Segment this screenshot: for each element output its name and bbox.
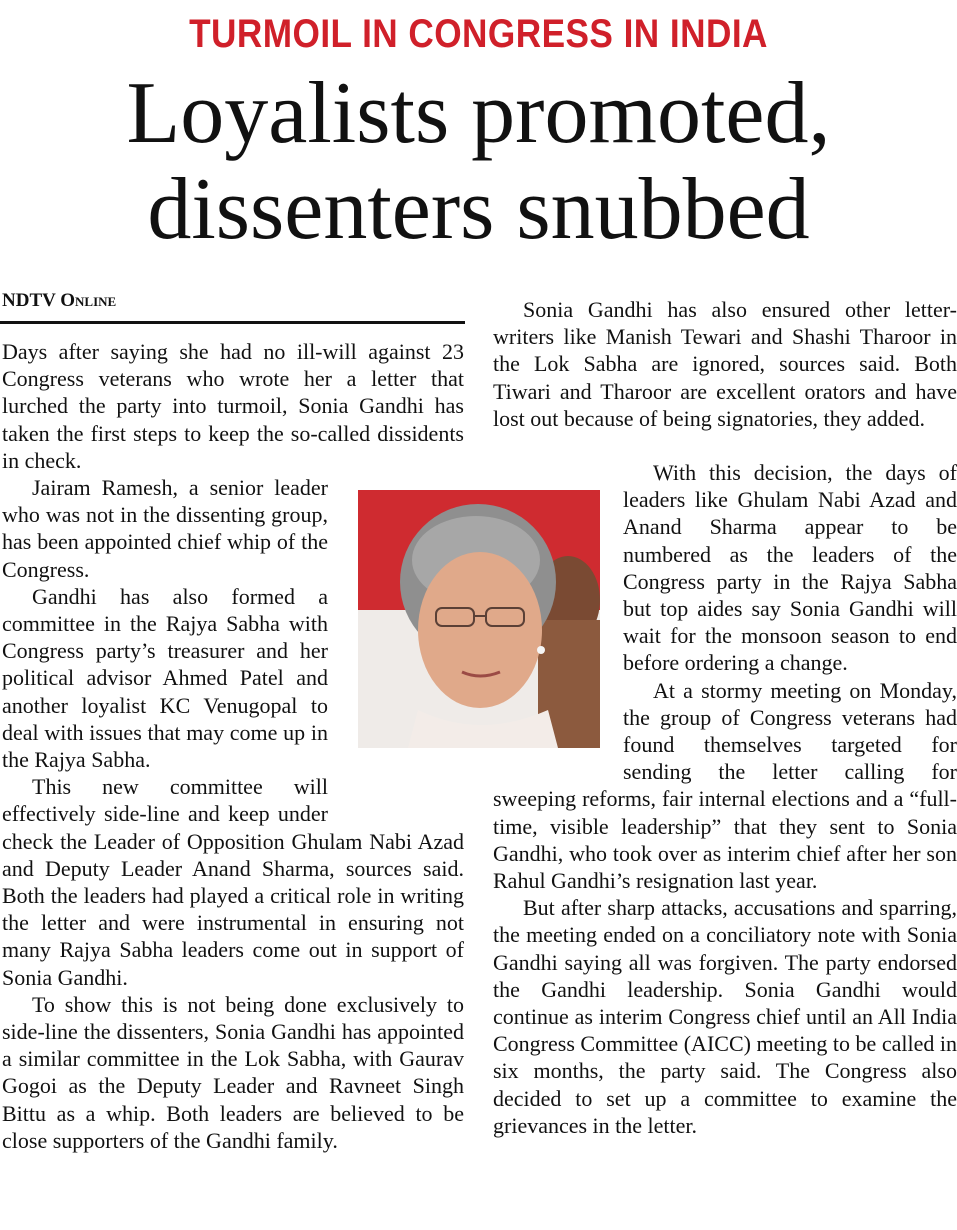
- headline-line-2: dissenters snubbed: [147, 161, 810, 258]
- paragraph: Sonia Gandhi has also ensured other letter-writers like Manish Tewari and Shashi Tharoor in the Lok Sabha are ignored, sources said. Both Tiwari and Tharoor are excellent orators and have lost out because of being signatories, they added.: [493, 297, 957, 431]
- headline: [0, 66, 957, 258]
- left-column: [2, 338, 464, 1154]
- paragraph: Jairam Ramesh, a senior leader who was not in the dissenting group, has been appointed chief whip of the Congress.: [2, 475, 328, 582]
- paragraph: Days after saying she had no ill-will against 23 Congress veterans who wrote her a letter that lurched the party into turmoil, Sonia Gandhi has taken the first steps to keep the so-called dissidents in check.: [2, 339, 464, 473]
- byline-divider: [0, 321, 465, 324]
- paragraph: This new committee will effectively side-line and keep under check the Leader of Opposition Ghulam Nabi Azad and Deputy Leader Anand Sharma, sources said. Both the leaders had played a critical role in writing the letter and were instrumental in ensuring not many Rajya Sabha leaders come out in support of Sonia Gandhi.: [2, 774, 464, 990]
- paragraph: At a stormy meeting on Monday, the group of Congress veterans had found themselves targeted for sending the letter calling for sweeping reforms, fair internal elections and a “full-time, visible leadership” that they sent to Sonia Gandhi, who took over as interim chief after her son Rahul Gandhi’s resignation last year.: [493, 677, 957, 894]
- paragraph: With this decision, the days of leaders like Ghulam Nabi Azad and Anand Sharma appear to be numbered as the leaders of the Congress party in the Rajya Sabha but top aides say Sonia Gandhi will wait for the monsoon season to end before ordering a change.: [623, 460, 957, 676]
- paragraph: To show this is not being done exclusively to side-line the dissenters, Sonia Gandhi has appointed a similar committee in the Lok Sabha, with Gaurav Gogoi as the Deputy Leader and Ravneet Singh Bittu as a whip. Both leaders are believed to be close supporters of the Gandhi family.: [2, 991, 464, 1153]
- section-kicker: TURMOIL IN CONGRESS IN INDIA: [189, 12, 768, 56]
- byline: NDTV Online: [2, 290, 117, 311]
- headline-line-1: Loyalists promoted,: [126, 65, 831, 162]
- paragraph: But after sharp attacks, accusations and sparring, the meeting ended on a conciliatory note with Sonia Gandhi saying all was forgiven. The party endorsed the Gandhi leadership. Sonia Gandhi would continue as interim Congress chief until an All India Congress Committee (AICC) meeting to be called in six months, the party said. The Congress also decided to set up a committee to examine the grievances in the letter.: [493, 895, 957, 1138]
- paragraph: Gandhi has also formed a committee in the Rajya Sabha with Congress party’s treasurer and her political advisor Ahmed Patel and another loyalist KC Venugopal to deal with issues that may come up in the Rajya Sabha.: [2, 583, 328, 773]
- right-column: [493, 296, 957, 1139]
- photo-wrap-space: [493, 459, 603, 771]
- photo-wrap-space: [332, 474, 464, 812]
